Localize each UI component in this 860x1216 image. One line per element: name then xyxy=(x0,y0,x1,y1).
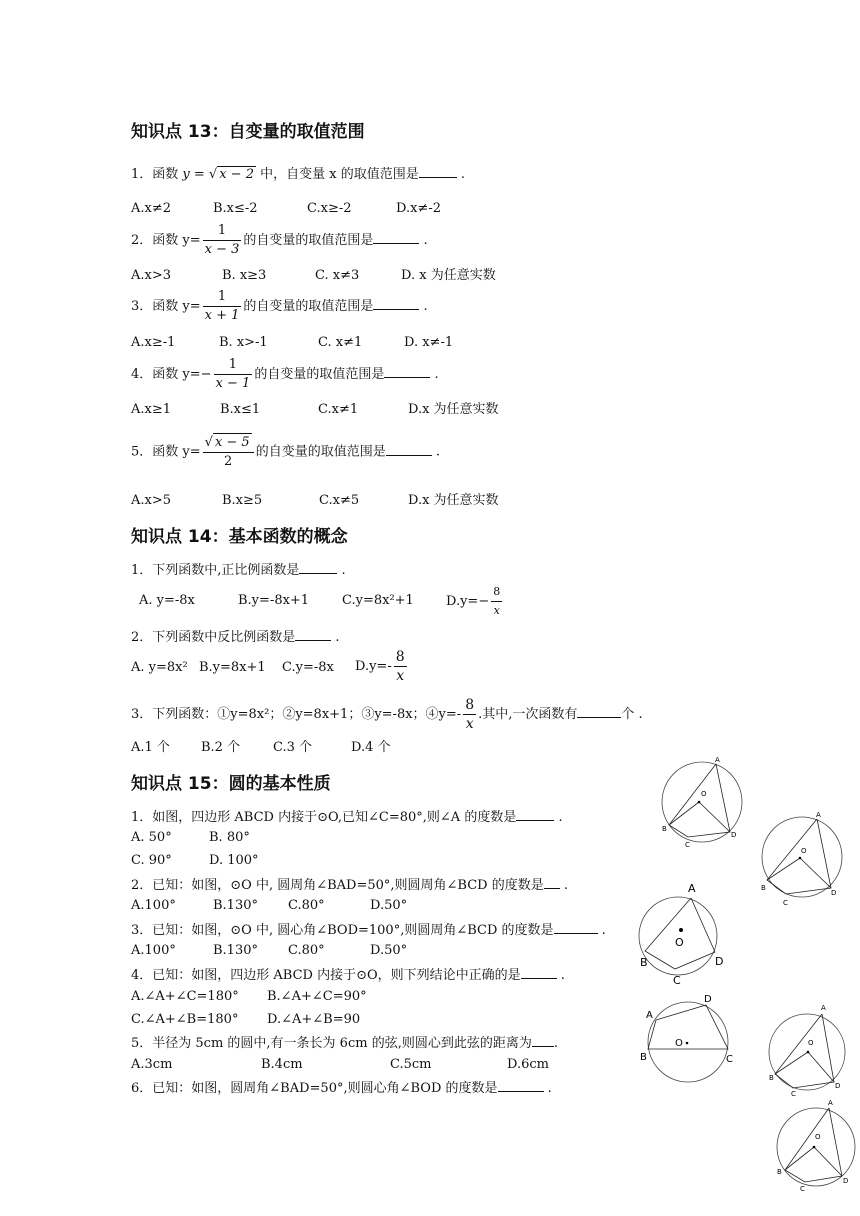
option: D.6cm xyxy=(507,1057,549,1072)
label-a: A xyxy=(715,756,720,764)
minus-sign: − xyxy=(478,594,490,609)
option: D.50° xyxy=(370,898,408,913)
fraction-denominator: x − 3 xyxy=(204,242,240,257)
option: D. x 为任意实数 xyxy=(401,268,496,283)
s13-q5 xyxy=(131,433,440,471)
s13-q4-suffix: 的自变量的取值范围是 xyxy=(254,367,385,382)
fraction xyxy=(491,583,502,620)
answer-blank[interactable] xyxy=(295,628,331,641)
option: C.y=8x²+1 xyxy=(342,593,414,608)
option: D.x≠-2 xyxy=(396,201,441,216)
label-c: C xyxy=(791,1090,796,1098)
s14-q3-text: 3．下列函数：①y=8x²；②y=8x+1；③y=-8x；④y=- xyxy=(131,707,462,722)
s14-q2-end: . xyxy=(331,630,340,645)
answer-blank[interactable] xyxy=(544,876,560,889)
option: D.x 为任意实数 xyxy=(408,402,499,417)
label-a: A xyxy=(688,882,696,895)
s13-q5-prefix: 5．函数 y= xyxy=(131,444,201,460)
fraction-numerator: 8 xyxy=(491,583,502,602)
circle-figure-6 xyxy=(772,1095,860,1195)
label-d: D xyxy=(704,994,712,1005)
s13-q1-end: . xyxy=(456,167,465,182)
answer-blank[interactable] xyxy=(419,165,457,178)
option: B.4cm xyxy=(261,1057,303,1072)
fraction-denominator: 2 xyxy=(224,454,233,469)
s15-q5-end: . xyxy=(553,1036,558,1051)
option: A.x≥-1 xyxy=(131,335,176,350)
s13-q3 xyxy=(131,288,428,325)
label-c: C xyxy=(800,1185,805,1193)
circle-figure-2 xyxy=(755,810,855,910)
s15-q1-end: . xyxy=(554,810,563,825)
option: C.80° xyxy=(288,943,325,958)
answer-blank[interactable] xyxy=(386,443,432,456)
option: B.2 个 xyxy=(201,740,241,755)
label-o: O xyxy=(675,936,684,949)
answer-blank[interactable] xyxy=(516,808,554,821)
s14-q2 xyxy=(131,628,340,646)
option: C.x≠5 xyxy=(319,493,360,508)
fraction xyxy=(203,288,242,325)
section-14-heading: 知识点 14：基本函数的概念 xyxy=(131,527,348,547)
option: B.130° xyxy=(213,943,258,958)
option: B. 80° xyxy=(209,830,250,845)
s13-q4-prefix: 4．函数 y= xyxy=(131,367,201,382)
option: D.y=- xyxy=(355,659,392,674)
label-o: O xyxy=(675,1038,683,1049)
s15-q1 xyxy=(131,808,563,826)
s15-q6 xyxy=(131,1079,552,1097)
option: A.100° xyxy=(131,943,176,958)
label-b: B xyxy=(769,1074,774,1082)
label-b: B xyxy=(777,1168,782,1176)
option: A.100° xyxy=(131,898,176,913)
option: B.∠A+∠C=90° xyxy=(267,989,367,1004)
option: C.∠A+∠B=180° xyxy=(131,1012,239,1027)
fraction xyxy=(394,648,407,685)
s15-q2-end: . xyxy=(559,878,568,893)
option: D.4 个 xyxy=(351,740,391,755)
option: C.5cm xyxy=(390,1057,432,1072)
s14-q1-end: . xyxy=(337,563,346,578)
fraction xyxy=(214,356,253,393)
option: C.3 个 xyxy=(273,740,313,755)
label-a: A xyxy=(646,1010,653,1021)
s13-q5-suffix: 的自变量的取值范围是 xyxy=(255,444,386,460)
option: C. x≠3 xyxy=(315,268,360,283)
fraction-denominator: x + 1 xyxy=(204,308,240,323)
s15-q2-text: 2．已知：如图，⊙O 中, 圆周角∠BAD=50°,则圆周角∠BCD 的度数是 xyxy=(131,878,544,893)
option: A.x≠2 xyxy=(131,201,172,216)
s13-q1-radicand: x − 2 xyxy=(219,167,254,182)
label-d: D xyxy=(843,1177,849,1185)
option: B.y=8x+1 xyxy=(199,660,266,675)
fraction-denominator: x xyxy=(396,668,405,684)
s15-q4 xyxy=(131,966,565,984)
label-o: O xyxy=(815,1133,821,1141)
option: D. 100° xyxy=(209,853,259,868)
fraction-numerator: 8 xyxy=(465,697,475,713)
option: B.130° xyxy=(213,898,258,913)
s13-q3-end: . xyxy=(419,299,428,314)
answer-blank[interactable] xyxy=(373,231,419,244)
label-c: C xyxy=(685,841,690,849)
answer-blank[interactable] xyxy=(299,561,337,574)
label-c: C xyxy=(673,974,681,987)
option: B.x≤1 xyxy=(220,402,261,417)
s15-q3 xyxy=(131,921,606,939)
label-c: C xyxy=(726,1054,733,1065)
s14-q1-text: 1．下列函数中,正比例函数是 xyxy=(131,563,300,578)
s13-q2-end: . xyxy=(419,233,428,248)
fraction xyxy=(203,433,254,471)
label-d: D xyxy=(715,955,724,968)
label-o: O xyxy=(808,1039,814,1047)
circle-figure-4 xyxy=(640,990,750,1090)
label-a: A xyxy=(828,1099,833,1107)
answer-blank[interactable] xyxy=(521,966,557,979)
s13-q1-suffix: 中，自变量 x 的取值范围是 xyxy=(255,167,419,182)
s15-q5 xyxy=(131,1034,558,1052)
option: A.3cm xyxy=(131,1057,173,1072)
option: B.y=-8x+1 xyxy=(238,593,310,608)
s15-q4-text: 4．已知：如图，四边形 ABCD 内接于⊙O，则下列结论中正确的是 xyxy=(131,968,521,983)
s15-q3-end: . xyxy=(597,923,606,938)
fraction-denominator: x xyxy=(493,604,500,617)
s15-q1-text: 1．如图，四边形 ABCD 内接于⊙O,已知∠C=80°,则∠A 的度数是 xyxy=(131,810,517,825)
option: B. x>-1 xyxy=(219,335,268,350)
option: A.x>5 xyxy=(131,493,172,508)
s14-q3-suffix: .其中,一次函数有 xyxy=(478,707,578,722)
fraction-numerator: √ x − 5 xyxy=(203,433,254,453)
label-a: A xyxy=(821,1004,826,1012)
option: D.y= xyxy=(446,594,479,609)
answer-blank[interactable] xyxy=(577,705,621,718)
s13-q1: 1．函数 y = √ x − 2 中，自变量 x 的取值范围是 . xyxy=(131,167,465,182)
label-d: D xyxy=(835,1082,841,1090)
s13-q2 xyxy=(131,222,428,259)
fraction-numerator: 1 xyxy=(203,222,242,241)
answer-blank[interactable] xyxy=(384,365,430,378)
label-o: O xyxy=(801,847,807,855)
option: A.1 个 xyxy=(131,740,170,755)
minus-sign: − xyxy=(200,367,212,382)
option: C. 90° xyxy=(131,853,172,868)
s13-q4 xyxy=(131,356,439,393)
label-o: O xyxy=(701,790,707,798)
s13-q3-prefix: 3．函数 y= xyxy=(131,299,201,314)
option: A. y=-8x xyxy=(139,593,195,608)
section-13-heading: 知识点 13：自变量的取值范围 xyxy=(131,122,365,142)
answer-blank[interactable] xyxy=(554,921,598,934)
fraction xyxy=(203,222,242,259)
s13-q2-prefix: 2．函数 y= xyxy=(131,233,201,248)
s13-q3-suffix: 的自变量的取值范围是 xyxy=(243,299,374,314)
fraction-numerator: 1 xyxy=(214,356,253,375)
answer-blank[interactable] xyxy=(373,297,419,310)
option: D.∠A+∠B=90 xyxy=(267,1012,361,1027)
label-d: D xyxy=(731,831,737,839)
label-c: C xyxy=(783,899,788,907)
option: D.x 为任意实数 xyxy=(408,493,499,508)
label-b: B xyxy=(761,884,766,892)
label-d: D xyxy=(831,889,837,897)
option: C. x≠1 xyxy=(318,335,363,350)
circle-figure-1 xyxy=(655,755,755,855)
radicand: x − 5 xyxy=(214,435,250,450)
s13-q2-suffix: 的自变量的取值范围是 xyxy=(243,233,374,248)
answer-blank[interactable] xyxy=(532,1034,554,1047)
s15-q4-end: . xyxy=(556,968,565,983)
label-b: B xyxy=(662,825,667,833)
s14-q1-option-d xyxy=(446,583,504,620)
option: A. 50° xyxy=(131,830,172,845)
s15-q6-end: . xyxy=(543,1081,552,1096)
label-a: A xyxy=(816,811,821,819)
s14-q3 xyxy=(131,696,643,733)
option: C.x≠1 xyxy=(318,402,359,417)
option: B.x≥5 xyxy=(222,493,263,508)
option: B.x≤-2 xyxy=(213,201,258,216)
label-b: B xyxy=(640,956,648,969)
fraction-denominator: x − 1 xyxy=(215,376,251,391)
s15-q5-text: 5．半径为 5cm 的圆中,有一条长为 6cm 的弦,则圆心到此弦的距离为 xyxy=(131,1036,532,1051)
option: D.50° xyxy=(370,943,408,958)
s14-q2-option-d xyxy=(355,648,409,685)
s13-q1-func: y = xyxy=(182,167,209,182)
option: A.∠A+∠C=180° xyxy=(131,989,239,1004)
option: A. y=8x² xyxy=(131,660,188,675)
option: C.x≥-2 xyxy=(307,201,352,216)
answer-blank[interactable] xyxy=(498,1079,544,1092)
circle-figure-3 xyxy=(635,880,735,990)
option: A.x≥1 xyxy=(131,402,172,417)
option: C.y=-8x xyxy=(282,660,334,675)
circle-figure-5 xyxy=(763,1000,860,1100)
option: D. x≠-1 xyxy=(404,335,454,350)
s14-q3-end: 个 . xyxy=(621,707,643,722)
option: C.80° xyxy=(288,898,325,913)
s15-q3-text: 3．已知：如图，⊙O 中, 圆心角∠BOD=100°,则圆周角∠BCD 的度数是 xyxy=(131,923,554,938)
s13-q4-end: . xyxy=(430,367,439,382)
fraction-numerator: 1 xyxy=(203,288,242,307)
fraction-numerator: 8 xyxy=(395,649,405,665)
s15-q6-text: 6．已知：如图，圆周角∠BAD=50°,则圆心角∠BOD 的度数是 xyxy=(131,1081,498,1096)
s13-q5-end: . xyxy=(431,444,440,460)
label-b: B xyxy=(640,1052,647,1063)
s14-q2-text: 2．下列函数中反比例函数是 xyxy=(131,630,296,645)
s14-q1 xyxy=(131,561,346,579)
fraction-denominator: x xyxy=(465,716,474,732)
s15-q2 xyxy=(131,876,568,894)
fraction xyxy=(463,696,476,733)
option: A.x>3 xyxy=(131,268,172,283)
option: B. x≥3 xyxy=(222,268,267,283)
s13-q1-prefix: 1．函数 xyxy=(131,167,183,182)
section-15-heading: 知识点 15：圆的基本性质 xyxy=(131,774,331,794)
